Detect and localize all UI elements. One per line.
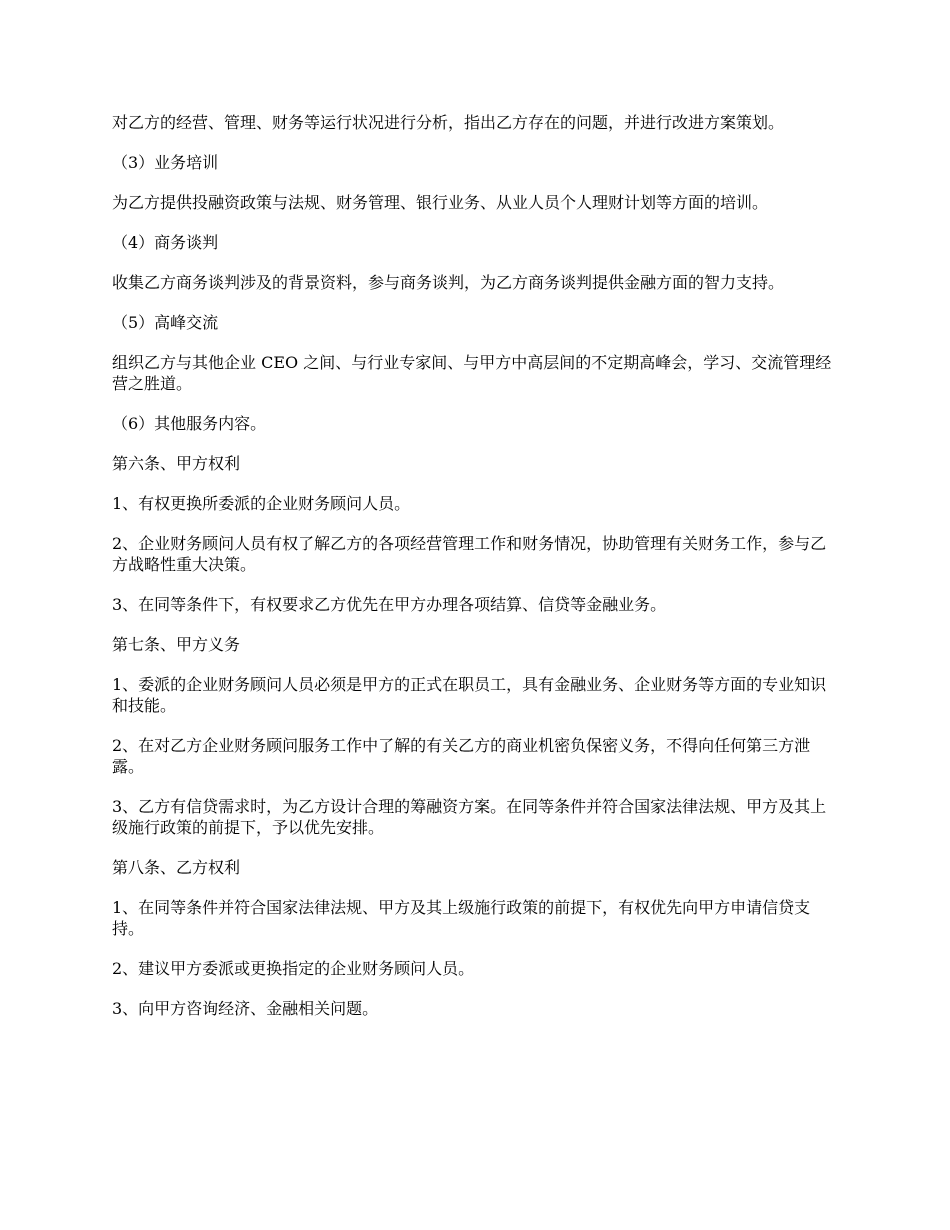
heading-other-services: （6）其他服务内容。 bbox=[112, 414, 267, 433]
article-7-title: 第七条、甲方义务 bbox=[112, 635, 241, 654]
article-6-item-2: 2、企业财务顾问人员有权了解乙方的各项经营管理工作和财务情况，协助管理有关财务工作，参与乙方战略性重大决策。 bbox=[112, 534, 827, 574]
article-7-item-2: 2、在对乙方企业财务顾问服务工作中了解的有关乙方的商业机密负保密义务，不得向任何第三方泄露。 bbox=[112, 736, 811, 776]
article-8-title: 第八条、乙方权利 bbox=[112, 858, 241, 877]
paragraph-negotiation: 收集乙方商务谈判涉及的背景资料，参与商务谈判，为乙方商务谈判提供金融方面的智力支持。 bbox=[112, 273, 785, 292]
article-7-item-3: 3、乙方有信贷需求时，为乙方设计合理的筹融资方案。在同等条件并符合国家法律法规、甲方及其上级施行政策的前提下，予以优先安排。 bbox=[112, 797, 827, 837]
paragraph-summit: 组织乙方与其他企业 CEO 之间、与行业专家间、与甲方中高层间的不定期高峰会，学习、交流管理经营之胜道。 bbox=[112, 353, 832, 393]
paragraph-training: 为乙方提供投融资政策与法规、财务管理、银行业务、从业人员个人理财计划等方面的培训。 bbox=[112, 193, 769, 212]
article-6-title: 第六条、甲方权利 bbox=[112, 454, 241, 473]
article-8-item-3: 3、向甲方咨询经济、金融相关问题。 bbox=[112, 999, 379, 1018]
article-7-item-1: 1、委派的企业财务顾问人员必须是甲方的正式在职员工，具有金融业务、企业财务等方面的专业知识和技能。 bbox=[112, 675, 827, 715]
document-page bbox=[112, 112, 842, 1038]
article-6-item-3: 3、在同等条件下，有权要求乙方优先在甲方办理各项结算、信贷等金融业务。 bbox=[112, 595, 667, 614]
heading-training: （3）业务培训 bbox=[112, 153, 219, 172]
paragraph-analysis: 对乙方的经营、管理、财务等运行状况进行分析，指出乙方存在的问题，并进行改进方案策划。 bbox=[112, 113, 785, 132]
article-8-item-1: 1、在同等条件并符合国家法律法规、甲方及其上级施行政策的前提下，有权优先向甲方申请信贷支持。 bbox=[112, 898, 811, 938]
heading-summit: （5）高峰交流 bbox=[112, 313, 219, 332]
article-8-item-2: 2、建议甲方委派或更换指定的企业财务顾问人员。 bbox=[112, 959, 475, 978]
article-6-item-1: 1、有权更换所委派的企业财务顾问人员。 bbox=[112, 494, 411, 513]
heading-negotiation: （4）商务谈判 bbox=[112, 233, 219, 252]
